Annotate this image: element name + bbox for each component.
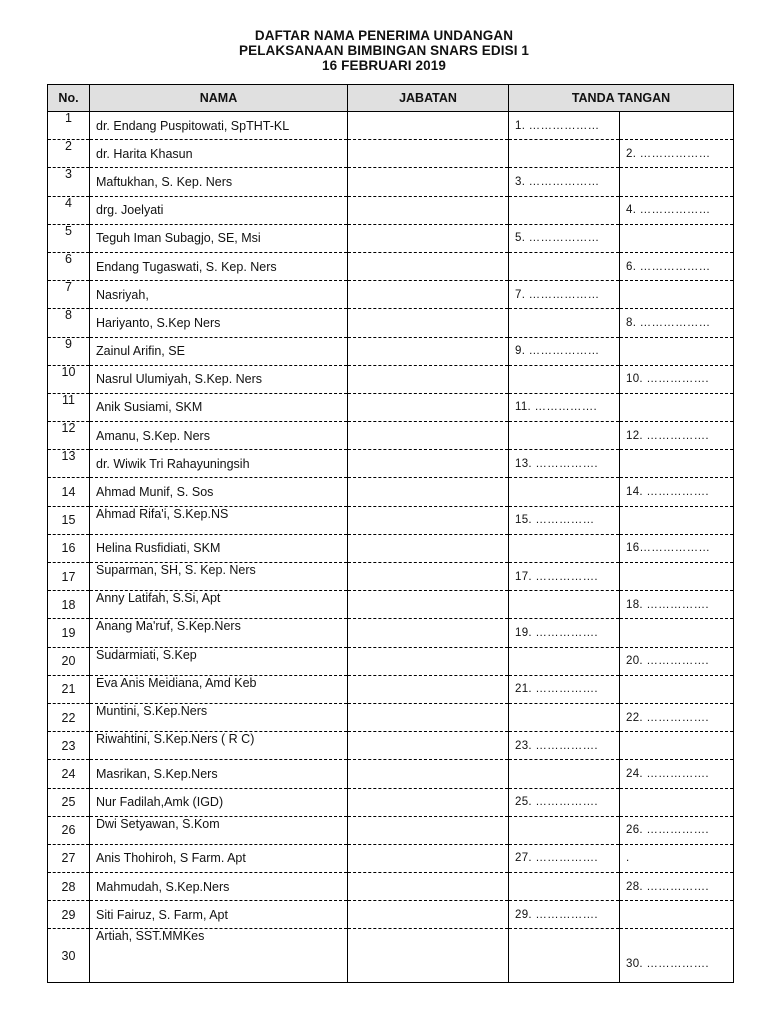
name-cell — [90, 506, 348, 534]
table-row — [48, 393, 734, 421]
name-text: Riwahtini, S.Kep.Ners ( R C) — [96, 732, 255, 747]
signature-cell-right: 8. ……………… — [620, 309, 734, 337]
signature-cell-left: 1. ……………… — [509, 112, 620, 140]
name-text: Helina Rusfidiati, SKM — [96, 541, 221, 556]
jabatan-cell — [348, 788, 509, 816]
name-text: Teguh Iman Subagjo, SE, Msi — [96, 231, 261, 246]
name-text: dr. Endang Puspitowati, SpTHT-KL — [96, 118, 290, 133]
name-text: Ahmad Rifa'i, S.Kep.NS — [96, 506, 229, 521]
signature-cell-left — [509, 309, 620, 337]
signature-cell-left: 17. ……………. — [509, 563, 620, 591]
jabatan-cell — [348, 619, 509, 647]
table-row — [48, 281, 734, 309]
signature-cell-left — [509, 252, 620, 280]
name-text: Suparman, SH, S. Kep. Ners — [96, 563, 256, 577]
table-row — [48, 563, 734, 591]
signature-cell-right — [620, 168, 734, 196]
table-row — [48, 112, 734, 140]
row-number — [48, 196, 90, 224]
name-cell — [90, 619, 348, 647]
name-text: Muntini, S.Kep.Ners — [96, 703, 208, 718]
name-text: drg. Joelyati — [96, 203, 164, 218]
signature-cell-left: 13. ……………. — [509, 450, 620, 478]
name-text: Siti Fairuz, S. Farm, Apt — [96, 907, 228, 922]
name-text: Ahmad Munif, S. Sos — [96, 485, 214, 500]
signature-cell-right — [620, 788, 734, 816]
row-number-text: 2 — [65, 139, 72, 154]
signature-cell-right: 26. ……………. — [620, 816, 734, 844]
row-number-text: 18 — [61, 597, 76, 612]
signature-cell-left: 9. ……………… — [509, 337, 620, 365]
document-title-block — [0, 28, 768, 73]
signature-cell-right: 16……………… — [620, 534, 734, 562]
jabatan-cell — [348, 929, 509, 983]
table-row — [48, 478, 734, 506]
name-cell — [90, 788, 348, 816]
name-text: dr. Wiwik Tri Rahayuningsih — [96, 456, 250, 471]
name-text: Hariyanto, S.Kep Ners — [96, 315, 221, 330]
signature-cell-left: 15. …………… — [509, 506, 620, 534]
signature-cell-right — [620, 901, 734, 929]
row-number-text: 21 — [61, 682, 76, 697]
row-number — [48, 816, 90, 844]
name-text: dr. Harita Khasun — [96, 146, 193, 161]
signature-cell-right — [620, 281, 734, 309]
name-cell — [90, 252, 348, 280]
row-number — [48, 901, 90, 929]
signature-cell-right: 18. ……………. — [620, 591, 734, 619]
signature-cell-right: 14. ……………. — [620, 478, 734, 506]
signature-cell-right — [620, 732, 734, 760]
row-number-text: 28 — [61, 879, 76, 894]
jabatan-cell — [348, 844, 509, 872]
header-nama: NAMA — [90, 85, 348, 112]
row-number-text: 30 — [61, 948, 76, 963]
signature-cell-left: 27. ……………. — [509, 844, 620, 872]
name-cell — [90, 703, 348, 731]
row-number — [48, 873, 90, 901]
table-row — [48, 309, 734, 337]
row-number-text: 9 — [65, 337, 72, 351]
table-row — [48, 760, 734, 788]
signature-cell-right — [620, 563, 734, 591]
header-jabatan: JABATAN — [348, 85, 509, 112]
name-cell — [90, 844, 348, 872]
signature-cell-right: 22. ……………. — [620, 703, 734, 731]
row-number — [48, 675, 90, 703]
row-number-text: 5 — [65, 224, 72, 238]
signature-cell-right: 2. ……………… — [620, 140, 734, 168]
table-row — [48, 140, 734, 168]
name-cell — [90, 140, 348, 168]
signature-cell-left — [509, 422, 620, 450]
name-cell — [90, 281, 348, 309]
row-number-text: 20 — [61, 654, 76, 669]
signature-cell-right — [620, 675, 734, 703]
signature-cell-left — [509, 647, 620, 675]
jabatan-cell — [348, 224, 509, 252]
signature-cell-left — [509, 873, 620, 901]
table-row — [48, 196, 734, 224]
row-number-text: 13 — [61, 449, 76, 464]
table-row — [48, 703, 734, 731]
name-text: Artiah, SST.MMKes — [96, 929, 205, 944]
signature-cell-left: 19. ……………. — [509, 619, 620, 647]
signature-cell-right: . — [620, 844, 734, 872]
name-text: Anis Thohiroh, S Farm. Apt — [96, 851, 246, 866]
signature-cell-left: 29. ……………. — [509, 901, 620, 929]
jabatan-cell — [348, 309, 509, 337]
table-row — [48, 873, 734, 901]
name-cell — [90, 901, 348, 929]
jabatan-cell — [348, 873, 509, 901]
signature-cell-left — [509, 140, 620, 168]
row-number — [48, 563, 90, 591]
attendance-table — [47, 84, 734, 983]
row-number-text: 24 — [61, 766, 76, 781]
table-row — [48, 929, 734, 983]
signature-cell-right: 6. ……………… — [620, 252, 734, 280]
name-text: Zainul Arifin, SE — [96, 344, 185, 359]
name-cell — [90, 196, 348, 224]
name-text: Nur Fadilah,Amk (IGD) — [96, 795, 224, 810]
jabatan-cell — [348, 760, 509, 788]
signature-cell-left: 3. ……………… — [509, 168, 620, 196]
row-number-text: 17 — [61, 569, 76, 584]
table-body — [48, 112, 734, 983]
jabatan-cell — [348, 196, 509, 224]
row-number-text: 27 — [61, 851, 76, 866]
table-row — [48, 844, 734, 872]
signature-cell-right: 24. ……………. — [620, 760, 734, 788]
row-number — [48, 732, 90, 760]
header-tanda-tangan: TANDA TANGAN — [509, 85, 734, 112]
name-text: Nasriyah, — [96, 287, 149, 302]
signature-cell-left — [509, 703, 620, 731]
name-cell — [90, 168, 348, 196]
name-cell — [90, 422, 348, 450]
row-number — [48, 844, 90, 872]
signature-cell-left: 5. ……………… — [509, 224, 620, 252]
signature-cell-left: 23. ……………. — [509, 732, 620, 760]
signature-cell-left — [509, 591, 620, 619]
row-number — [48, 393, 90, 421]
row-number — [48, 337, 90, 365]
signature-cell-left — [509, 534, 620, 562]
name-cell — [90, 873, 348, 901]
name-text: Mahmudah, S.Kep.Ners — [96, 879, 230, 894]
row-number-text: 26 — [61, 823, 76, 838]
row-number — [48, 365, 90, 393]
jabatan-cell — [348, 337, 509, 365]
signature-cell-left — [509, 196, 620, 224]
table-row — [48, 224, 734, 252]
row-number — [48, 224, 90, 252]
row-number — [48, 703, 90, 731]
table-row — [48, 365, 734, 393]
table-row — [48, 168, 734, 196]
row-number — [48, 168, 90, 196]
row-number — [48, 506, 90, 534]
signature-cell-right — [620, 506, 734, 534]
row-number — [48, 112, 90, 140]
row-number — [48, 309, 90, 337]
table-row — [48, 675, 734, 703]
jabatan-cell — [348, 732, 509, 760]
header-no: No. — [48, 85, 90, 112]
name-cell — [90, 393, 348, 421]
jabatan-cell — [348, 647, 509, 675]
row-number-text: 11 — [62, 393, 75, 407]
signature-cell-right: 12. ……………. — [620, 422, 734, 450]
signature-cell-right: 28. ……………. — [620, 873, 734, 901]
table-row — [48, 732, 734, 760]
signature-cell-left — [509, 478, 620, 506]
name-cell — [90, 112, 348, 140]
signature-cell-right — [620, 224, 734, 252]
row-number-text: 15 — [61, 513, 76, 528]
jabatan-cell — [348, 534, 509, 562]
signature-cell-right — [620, 112, 734, 140]
signature-cell-right: 10. ……………. — [620, 365, 734, 393]
signature-cell-left — [509, 816, 620, 844]
row-number — [48, 478, 90, 506]
name-text: Endang Tugaswati, S. Kep. Ners — [96, 259, 277, 274]
title-line-3: 16 FEBRUARI 2019 — [322, 58, 446, 73]
table-row — [48, 450, 734, 478]
name-text: Amanu, S.Kep. Ners — [96, 428, 210, 443]
name-cell — [90, 563, 348, 591]
table-row — [48, 647, 734, 675]
table-row — [48, 901, 734, 929]
jabatan-cell — [348, 675, 509, 703]
row-number-text: 22 — [61, 710, 76, 725]
name-cell — [90, 816, 348, 844]
row-number-text: 23 — [61, 738, 76, 753]
row-number-text: 10 — [61, 365, 76, 379]
name-text: Sudarmiati, S.Kep — [96, 647, 197, 662]
row-number-text: 4 — [65, 196, 72, 210]
name-cell — [90, 450, 348, 478]
jabatan-cell — [348, 816, 509, 844]
row-number-text: 1 — [65, 111, 72, 125]
name-text: Eva Anis Meidiana, Amd Keb — [96, 675, 257, 690]
row-number — [48, 619, 90, 647]
jabatan-cell — [348, 168, 509, 196]
table-row — [48, 534, 734, 562]
name-cell — [90, 478, 348, 506]
jabatan-cell — [348, 901, 509, 929]
signature-cell-left — [509, 929, 620, 983]
jabatan-cell — [348, 140, 509, 168]
jabatan-cell — [348, 393, 509, 421]
table-header-row — [48, 85, 734, 112]
name-cell — [90, 929, 348, 983]
name-text: Anik Susiami, SKM — [96, 400, 203, 415]
name-cell — [90, 534, 348, 562]
jabatan-cell — [348, 422, 509, 450]
table-row — [48, 591, 734, 619]
row-number-text: 6 — [65, 252, 72, 266]
name-cell — [90, 365, 348, 393]
signature-cell-right — [620, 393, 734, 421]
name-cell — [90, 337, 348, 365]
signature-cell-right: 20. ……………. — [620, 647, 734, 675]
table-row — [48, 788, 734, 816]
name-text: Nasrul Ulumiyah, S.Kep. Ners — [96, 372, 263, 387]
row-number — [48, 140, 90, 168]
row-number — [48, 534, 90, 562]
row-number — [48, 281, 90, 309]
table-row — [48, 816, 734, 844]
name-text: Maftukhan, S. Kep. Ners — [96, 174, 233, 189]
row-number — [48, 252, 90, 280]
name-text: Anny Latifah, S.Si, Apt — [96, 591, 221, 606]
row-number — [48, 788, 90, 816]
name-cell — [90, 309, 348, 337]
title-line-1: DAFTAR NAMA PENERIMA UNDANGAN — [254, 28, 514, 43]
row-number — [48, 422, 90, 450]
name-cell — [90, 675, 348, 703]
row-number — [48, 647, 90, 675]
name-text: Dwi Setyawan, S.Kom — [96, 816, 220, 831]
table-row — [48, 337, 734, 365]
signature-cell-left — [509, 365, 620, 393]
table-row — [48, 252, 734, 280]
name-cell — [90, 732, 348, 760]
row-number-text: 3 — [65, 167, 72, 182]
row-number — [48, 929, 90, 983]
signature-cell-left: 7. ……………… — [509, 281, 620, 309]
jabatan-cell — [348, 365, 509, 393]
signature-cell-right — [620, 337, 734, 365]
row-number-text: 14 — [61, 485, 76, 500]
row-number — [48, 450, 90, 478]
row-number — [48, 591, 90, 619]
jabatan-cell — [348, 591, 509, 619]
row-number-text: 19 — [61, 625, 76, 640]
row-number-text: 25 — [61, 795, 76, 810]
row-number-text: 8 — [65, 308, 72, 323]
signature-cell-right: 30. ……………. — [620, 929, 734, 983]
jabatan-cell — [348, 478, 509, 506]
signature-cell-left: 11. ……………. — [509, 393, 620, 421]
row-number-text: 7 — [65, 280, 72, 295]
name-cell — [90, 647, 348, 675]
title-line-2: PELAKSANAAN BIMBINGAN SNARS EDISI 1 — [238, 43, 530, 58]
row-number-text: 29 — [61, 907, 76, 922]
jabatan-cell — [348, 252, 509, 280]
jabatan-cell — [348, 450, 509, 478]
signature-cell-left — [509, 760, 620, 788]
table-row — [48, 506, 734, 534]
jabatan-cell — [348, 703, 509, 731]
table-row — [48, 422, 734, 450]
name-cell — [90, 760, 348, 788]
signature-cell-right — [620, 450, 734, 478]
table-row — [48, 619, 734, 647]
jabatan-cell — [348, 281, 509, 309]
name-text: Anang Ma'ruf, S.Kep.Ners — [96, 619, 241, 634]
jabatan-cell — [348, 563, 509, 591]
row-number-text: 12 — [61, 421, 76, 436]
signature-cell-left: 21. ……………. — [509, 675, 620, 703]
signature-cell-right — [620, 619, 734, 647]
signature-cell-right: 4. ……………… — [620, 196, 734, 224]
row-number-text: 16 — [61, 541, 76, 556]
row-number — [48, 760, 90, 788]
name-cell — [90, 224, 348, 252]
name-text: Masrikan, S.Kep.Ners — [96, 766, 218, 781]
signature-cell-left: 25. ……………. — [509, 788, 620, 816]
jabatan-cell — [348, 506, 509, 534]
name-cell — [90, 591, 348, 619]
jabatan-cell — [348, 112, 509, 140]
